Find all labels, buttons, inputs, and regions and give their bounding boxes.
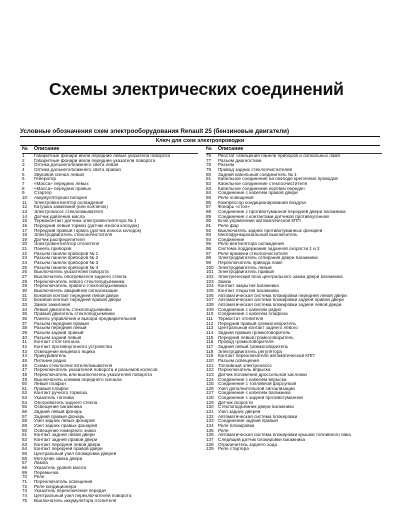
- legend-description: Система поддержания заданной скорости 1 и 2: [218, 247, 320, 252]
- legend-number: 35: [22, 312, 28, 317]
- legend-number: 56: [22, 410, 28, 415]
- legend-description: Переключатель указателей поворота и разъемов колесов: [34, 368, 158, 373]
- legend-description: Переключатель правого стеклоподъемника: [34, 284, 127, 289]
- legend-number: 87: [206, 205, 212, 210]
- legend-description: Оптика дальнего/ближнего света правая: [34, 167, 121, 172]
- legend-number: 121: [206, 363, 214, 368]
- legend-description: Контакт переключателя автоматической КПП: [218, 354, 315, 359]
- legend-description: «Масса» передних правых: [34, 186, 92, 191]
- legend-number: 75: [22, 498, 28, 503]
- legend-number: 51: [22, 386, 28, 391]
- header-number: №: [206, 146, 212, 152]
- header-description: Описание: [34, 146, 60, 152]
- legend-description: Датчик положения дроссельной заслонки: [218, 372, 307, 377]
- legend-description: Реле вентилятора охлаждения: [218, 242, 285, 247]
- key-heading: Ключ для схем электропроводки: [20, 138, 380, 146]
- legend-number: 6: [22, 177, 25, 182]
- legend-description: Электродвигатель регулятора: [218, 349, 282, 354]
- legend-number: 57: [22, 414, 28, 419]
- legend-description: «Масса» передних левых: [34, 181, 89, 186]
- legend-number: 135: [206, 428, 214, 433]
- legend-number: 81: [206, 177, 212, 182]
- legend-row: [22, 499, 198, 504]
- legend-description: Соединение с кабелем радио: [218, 307, 282, 312]
- legend-description: Узел дополнительной сигнализации: [218, 386, 295, 391]
- legend-number: 32: [22, 298, 28, 303]
- legend-number: 17: [22, 228, 28, 233]
- legend-description: Узел задних дверей: [218, 410, 261, 415]
- legend-number: 54: [22, 400, 28, 405]
- legend-description: Блок управления автоматической КПП: [218, 219, 301, 224]
- legend-description: Электровентилятор отопителя: [34, 242, 100, 247]
- legend-row: [206, 447, 382, 452]
- legend-description: Стартер: [34, 191, 52, 196]
- legend-number: 114: [206, 330, 214, 335]
- legend-number: 40: [22, 335, 28, 340]
- legend-description: Реле блокировки: [218, 424, 255, 429]
- legend-description: Контакт стоп-сигнала: [34, 340, 80, 345]
- legend-number: 23: [22, 256, 28, 261]
- legend-number: 110: [206, 312, 214, 317]
- legend-number: 108: [206, 303, 214, 307]
- legend-description: Контакт передней правой двери: [34, 447, 103, 452]
- legend-number: 3: [22, 163, 25, 168]
- legend-number: 5: [22, 172, 25, 177]
- legend-description: Электровентилятор охлаждения: [34, 200, 104, 205]
- legend-description: Разъем: [218, 163, 235, 168]
- legend-description: Кабельное соединение стеклоочистителя: [218, 181, 308, 186]
- legend-number: 29: [22, 284, 28, 289]
- legend-number: 76: [206, 154, 212, 158]
- legend-number: 42: [22, 344, 28, 349]
- legend-number: 115: [206, 335, 214, 340]
- legend-number: 101: [206, 270, 214, 275]
- legend-description: Левый плафон: [34, 382, 66, 387]
- legend-number: 104: [206, 284, 214, 289]
- legend-number: 8: [22, 186, 25, 191]
- legend-number: 30: [22, 289, 28, 294]
- legend-number: 41: [22, 340, 28, 345]
- legend-description: Задний правый громкоговоритель: [218, 330, 291, 335]
- legend-description: Указатель уровня масла: [34, 465, 87, 470]
- legend-description: Автоматическая система блокировки передней левой двери: [218, 293, 347, 298]
- legend-description: Левый двигатель стеклоподъемника: [34, 307, 112, 312]
- header-description: Описание: [218, 146, 244, 152]
- legend-description: Соединение с кабелем багажника: [218, 391, 291, 396]
- legend-description: Автоматическая система блокировки задней правой двери: [218, 298, 344, 303]
- legend-description: Контакт задней левой двери: [34, 433, 95, 438]
- legend-description: Разъем панели приборов № 2: [34, 256, 99, 261]
- legend-number: 125: [206, 382, 214, 387]
- legend-description: Звуковой сигнал левый: [34, 172, 84, 177]
- legend-description: Оптика дальнего/ближнего света левая: [34, 163, 119, 168]
- legend-number: 94: [206, 237, 212, 242]
- legend-number: 63: [22, 442, 28, 447]
- legend-number: 59: [22, 424, 28, 429]
- legend-number: 90: [206, 219, 212, 224]
- legend-number: 68: [22, 465, 28, 470]
- legend-number: 19: [22, 237, 28, 242]
- legend-number: 43: [22, 349, 28, 354]
- legend-number: 78: [206, 163, 212, 168]
- legend-description: Реле: [218, 428, 229, 433]
- legend-number: 36: [22, 316, 28, 321]
- legend-number: 133: [206, 419, 214, 424]
- legend-description: Аккумуляторная батарея: [34, 195, 88, 200]
- legend-number: 137: [206, 438, 214, 443]
- legend-number: 49: [22, 377, 28, 382]
- legend-description: Правый плафон: [34, 386, 69, 391]
- legend-description: Моторчик замка двери: [34, 456, 83, 461]
- legend-number: 82: [206, 181, 212, 186]
- legend-description: Кабельное соединение на свободе крепления проводов: [218, 177, 338, 182]
- legend-number: 72: [22, 484, 28, 489]
- legend-description: Боковой контакт передней левой двери: [34, 293, 119, 298]
- legend-number: 60: [22, 428, 28, 433]
- legend-header: [206, 146, 382, 154]
- legend-description: Компрессор кондиционирования воздуха: [218, 200, 306, 205]
- legend-description: Прикуриватель: [34, 354, 67, 359]
- legend-number: 66: [22, 456, 28, 461]
- legend-number: 102: [206, 275, 214, 280]
- legend-description: Переключатель левого стеклоподъемника: [34, 279, 125, 284]
- page-subtitle: Условные обозначения схем электрооборудования Renault 25 (бензиновые двигатели): [20, 128, 380, 137]
- legend-number: 58: [22, 419, 28, 424]
- legend-description: Термоконтакт датчика электровентилятора № 1: [34, 219, 137, 224]
- legend-number: 98: [206, 256, 212, 261]
- legend-description: Реле кондиционера: [34, 484, 77, 489]
- legend-description: Разъем передний правый: [34, 321, 89, 326]
- legend-number: 95: [206, 242, 212, 247]
- legend-description: Реле фар: [218, 223, 239, 228]
- legend-description: Многофункциональный выключатель: [218, 233, 298, 238]
- legend-number: 80: [206, 172, 212, 177]
- legend-number: 64: [22, 447, 28, 452]
- legend-description: Электродвигатель левый: [218, 265, 272, 270]
- legend-description: Задний кабельный соединитель № 1: [218, 172, 297, 177]
- legend-number: 33: [22, 303, 28, 307]
- legend-description: Обогреватель заднего стекла: [34, 400, 98, 405]
- legend-description: Боковой контакт передней правой двери: [34, 298, 121, 303]
- legend-number: 7: [22, 181, 25, 186]
- legend-number: 123: [206, 372, 214, 377]
- legend-number: 47: [22, 368, 28, 373]
- legend-number: 91: [206, 223, 212, 228]
- legend-number: 37: [22, 321, 28, 326]
- legend-number: 22: [22, 251, 28, 256]
- legend-description: Выключатель аккумулятора отопителя: [34, 498, 117, 503]
- legend-number: 128: [206, 396, 214, 401]
- legend-number: 11: [22, 200, 27, 205]
- legend-description: Датчик давления масла: [34, 214, 85, 219]
- legend-description: Электродвигатель стеклоочистителя: [34, 233, 113, 238]
- legend-description: Правый двигатель стеклоподъемника: [34, 312, 115, 317]
- legend-number: 39: [22, 330, 28, 335]
- legend-number: 45: [22, 358, 28, 363]
- legend-number: 26: [22, 270, 28, 275]
- legend-number: 103: [206, 279, 214, 284]
- legend-description: Выключатель указателей поворота: [34, 270, 109, 275]
- legend-description: Освещение багажника: [34, 405, 83, 410]
- legend-description: Переключатель освещения: [34, 479, 93, 484]
- legend-number: 112: [206, 321, 214, 326]
- legend-description: Контакт передней левой двери: [34, 442, 101, 447]
- legend-number: 122: [206, 368, 214, 373]
- legend-number: 31: [22, 293, 28, 298]
- legend-number: 74: [22, 493, 28, 498]
- legend-number: 16: [22, 223, 28, 228]
- legend-description: Термостат отопителя: [218, 316, 264, 321]
- legend-description: Разъем задний правый: [34, 330, 84, 335]
- legend-number: 50: [22, 382, 28, 387]
- legend-number: 48: [22, 372, 28, 377]
- legend-description: Переключатель привода ламп: [218, 261, 283, 266]
- legend-description: Габаритные фонари и/или передние левые указатели поворота: [34, 154, 171, 158]
- legend-description: Освещение номерного знака: [34, 428, 96, 433]
- legend-number: 134: [206, 424, 214, 429]
- legend-description: Ограничитель заднего хода: [218, 442, 277, 447]
- legend-number: 84: [206, 191, 212, 196]
- legend-number: 13: [22, 209, 28, 214]
- legend-description: Разъем панели приборов № 1: [34, 251, 99, 256]
- legend-description: Переключатель впрыска: [218, 368, 271, 373]
- legend-description: Соединение задний правый: [218, 419, 278, 424]
- legend-number: 93: [206, 233, 212, 238]
- legend-description: Передний правый громкоговоритель: [218, 321, 296, 326]
- legend-number: 136: [206, 433, 214, 438]
- legend-number: 85: [206, 195, 212, 200]
- legend-description: Реле освещения: [218, 195, 254, 200]
- legend-description: Перемычка: [34, 470, 59, 475]
- legend-number: 107: [206, 298, 214, 303]
- legend-number: 10: [22, 195, 28, 200]
- legend-number: 131: [206, 410, 214, 415]
- legend-number: 46: [22, 363, 28, 368]
- legend-description: Реле: [34, 475, 45, 480]
- legend-description: Панель приборов: [34, 247, 72, 252]
- legend-number: 18: [22, 233, 28, 238]
- legend-number: 21: [22, 247, 28, 252]
- legend-description: Электронасос стеклоомывателя: [34, 209, 103, 214]
- legend-column-left: [22, 146, 198, 503]
- legend-number: 12: [22, 205, 28, 210]
- legend-number: 25: [22, 265, 28, 270]
- legend-description: Соединение с кабелем правой двери: [218, 191, 298, 196]
- legend-description: Центральный узел переключателей поворота: [34, 493, 132, 498]
- legend-description: Соединение с кабелем впрыска: [218, 377, 287, 382]
- legend-number: 38: [22, 326, 28, 331]
- legend-description: Освещение вещевого ящика: [34, 349, 96, 354]
- legend-number: 67: [22, 461, 28, 466]
- legend-description: Датчик скорости: [218, 400, 253, 405]
- legend-description: Автоматическая система блокировки задней левой двери: [218, 303, 342, 307]
- legend-description: Указатель переключения передач: [34, 489, 107, 494]
- legend-number: 71: [22, 479, 28, 484]
- legend-number: 65: [22, 452, 28, 456]
- legend-header: [22, 146, 198, 154]
- legend-number: 129: [206, 400, 214, 405]
- legend-description: Провод громкоговорителя: [218, 340, 274, 345]
- legend-number: 97: [206, 251, 212, 256]
- legend-number: 83: [206, 186, 212, 191]
- legend-number: 120: [206, 358, 214, 363]
- legend-number: 89: [206, 214, 212, 219]
- legend-description: Замок зажигания: [34, 303, 71, 307]
- legend-description: Реле времени стеклоочистителя: [218, 251, 288, 256]
- legend-number: 28: [22, 279, 28, 284]
- legend-description: Задний левый громкоговоритель: [218, 344, 289, 349]
- legend-number: 96: [206, 247, 212, 252]
- legend-number: 99: [206, 261, 212, 266]
- legend-description: Выключатель клемма переднего сигнала: [34, 377, 122, 382]
- legend-description: Электродвигатель отпирания двери багажника: [218, 256, 318, 261]
- legend-description: Передний правый тормоз (датчик износа колодок): [34, 228, 142, 233]
- legend-description: Соединение с противотуманной передней двери багажника: [218, 209, 346, 214]
- legend-description: Реостат освещения панели приборов и сигнальных ламп: [218, 154, 341, 158]
- legend-number: 92: [206, 228, 212, 233]
- legend-number: 126: [206, 386, 214, 391]
- legend-description: Привод задних стеклоочистителей: [218, 167, 293, 172]
- legend-number: 139: [206, 447, 214, 452]
- legend-number: 124: [206, 377, 214, 382]
- legend-number: 79: [206, 167, 212, 172]
- legend-description: Разъем диагностики: [218, 158, 262, 163]
- legend-number: 55: [22, 405, 28, 410]
- legend-number: 106: [206, 293, 214, 298]
- legend-description: Разъем панели приборов № 4: [34, 265, 99, 270]
- legend-description: Центральный узел блокировки дверей: [34, 452, 117, 456]
- legend-description: Соединение: [218, 237, 245, 242]
- legend-description: Электрический блок центрального замка двери багажника: [218, 275, 343, 280]
- header-number: №: [22, 146, 28, 152]
- legend-description: Схема стеклоочистителя/омывателя: [34, 363, 113, 368]
- legend-number: 117: [206, 344, 214, 349]
- legend-description: Габаритные фонари и/или передние указатели поворота: [34, 158, 156, 163]
- legend-number: 88: [206, 209, 212, 214]
- legend-description: Выключатель аварийной сигнализации: [34, 289, 118, 294]
- legend-description: Разъем передний левый: [34, 326, 87, 331]
- legend-description: Центральный контакт заднего левого: [218, 326, 298, 331]
- legend-number: 9: [22, 191, 25, 196]
- legend-description: Переключатель или выключатель указателей поворота: [34, 372, 152, 377]
- legend-number: 118: [206, 349, 214, 354]
- legend-description: Кабельное соединение коробки передач: [218, 186, 305, 191]
- legend-description: Контакт закрытия багажника: [218, 284, 279, 289]
- legend-description: Фонарь «стоп»: [218, 205, 250, 210]
- legend-number: 34: [22, 307, 28, 312]
- legend-number: 14: [22, 214, 28, 219]
- legend-description: Контакт противоугонного устройства: [34, 344, 113, 349]
- legend-number: 4: [22, 167, 25, 172]
- legend-number: 62: [22, 438, 28, 443]
- legend-description: Датчик распределителя: [34, 237, 85, 242]
- legend-number: 127: [206, 391, 214, 396]
- legend-description: Соединение с топливной форсункой: [218, 382, 297, 387]
- legend-number: 130: [206, 405, 214, 410]
- legend-description: Задний левый фонарь: [34, 410, 83, 415]
- legend-number: 44: [22, 354, 28, 359]
- legend-number: 109: [206, 307, 214, 312]
- legend-description: Автоматическая система блокировки крышки топливного бака: [218, 433, 351, 438]
- legend-number: 20: [22, 242, 28, 247]
- legend-description: Передний левый тормоз (датчик износа колодок): [34, 223, 139, 228]
- legend-description: Электродвигатель правый: [218, 270, 274, 275]
- legend-description: Выключатель задних противотуманных фонарей: [218, 228, 323, 233]
- legend-number: 77: [206, 158, 212, 163]
- legend-description: Узел задних левых фонарей: [34, 419, 95, 424]
- legend-description: Питание радио: [34, 358, 67, 363]
- legend-description: Автоматическая система блокировки: [218, 414, 298, 419]
- legend-description: Разъем освещения: [218, 358, 259, 363]
- legend-number: 86: [206, 200, 212, 205]
- legend-number: 1: [22, 154, 25, 158]
- legend-description: Стеклоподъемник двери багажника: [218, 405, 294, 410]
- legend-number: 113: [206, 326, 214, 331]
- legend-description: Лампа: [34, 461, 48, 466]
- legend-number: 111: [206, 316, 213, 321]
- legend-description: Генератор: [34, 177, 56, 182]
- legend-number: 73: [22, 489, 28, 494]
- legend-description: Катушка зажигания (или колпачок): [34, 205, 108, 210]
- legend-description: Следящий датчик блокировки багажника: [218, 438, 306, 443]
- legend-description: Контакт задней правой двери: [34, 438, 98, 443]
- legend-number: 2: [22, 158, 25, 163]
- legend-description: Указатель топлива: [34, 396, 74, 401]
- legend-description: Реле стартера: [218, 447, 249, 452]
- legend-number: 15: [22, 219, 28, 224]
- legend-number: 52: [22, 391, 28, 396]
- legend-description: Соединение с кабелем плафона: [218, 312, 288, 317]
- legend-number: 119: [206, 354, 214, 359]
- legend-description: Топливный электронасос: [218, 363, 272, 368]
- legend-number: 116: [206, 340, 214, 345]
- legend-number: 69: [22, 470, 28, 475]
- legend-description: Контакт ручного тормоза: [34, 391, 87, 396]
- legend-description: Панель управления и выбора предварительной: [34, 316, 137, 321]
- legend-description: Соединение с контактами датчиков противоугонной: [218, 214, 329, 219]
- legend-description: Выключатель обогревателя заднего стекла: [34, 275, 127, 280]
- legend-description: Разъем панели приборов № 3: [34, 261, 99, 266]
- legend-number: 70: [22, 475, 28, 480]
- legend-number: 138: [206, 442, 214, 447]
- legend-description: Замок: [218, 279, 232, 284]
- legend-description: Контакт открытия багажника: [218, 289, 279, 294]
- legend-description: Задний правый фонарь: [34, 414, 85, 419]
- legend-description: Соединение с задней противотуманной: [218, 396, 303, 401]
- legend-description: Разъем задний левый: [34, 335, 82, 340]
- page-title: Схемы электрических соединений: [49, 79, 344, 99]
- legend-description: Передний левый громкоговоритель: [218, 335, 294, 340]
- legend-number: 100: [206, 265, 214, 270]
- legend-number: 53: [22, 396, 28, 401]
- legend-number: 61: [22, 433, 28, 438]
- legend-column-right: [206, 146, 382, 452]
- legend-description: Узел задних правых фонарей: [34, 424, 98, 429]
- legend-number: 24: [22, 261, 28, 266]
- legend-number: 132: [206, 414, 214, 419]
- legend-number: 27: [22, 275, 28, 280]
- legend-number: 105: [206, 289, 214, 294]
